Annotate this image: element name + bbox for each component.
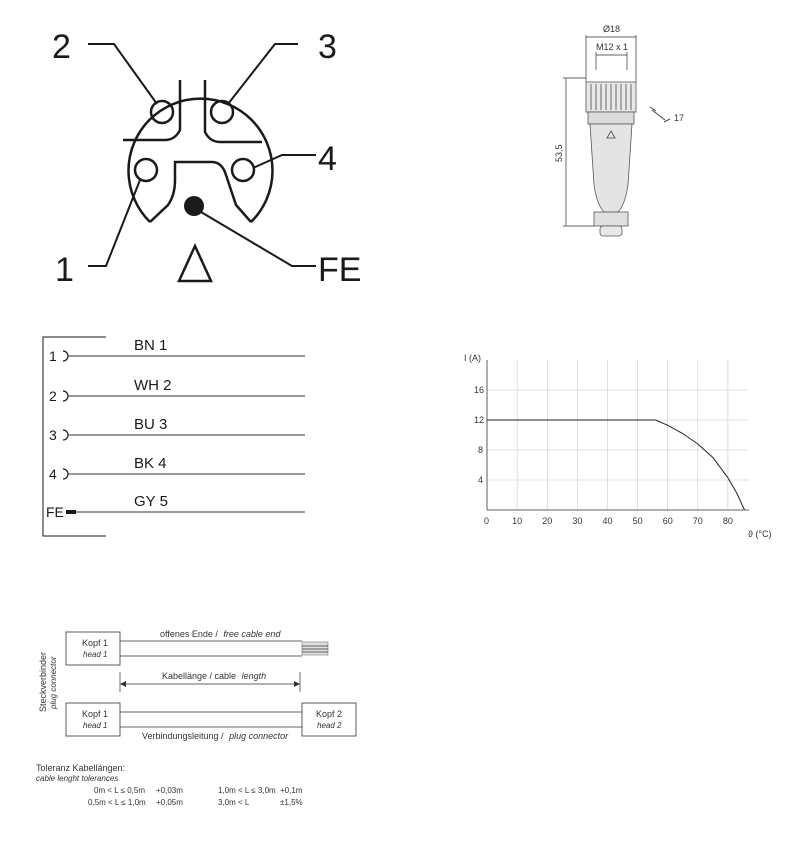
cable-length-label [162, 671, 266, 681]
pin-label-3: 3 [318, 28, 337, 66]
chart-x-tick-label: 80 [722, 516, 733, 526]
pin-1-socket [135, 159, 157, 181]
chart-xlabel: ϑ (°C) [748, 529, 772, 539]
coding-triangle [179, 246, 211, 281]
wire-color-label: WH 2 [134, 377, 172, 394]
chart-x-tick-label: 70 [692, 516, 703, 526]
leader-line-pin-fe [201, 212, 316, 266]
cable-outlet [600, 226, 622, 236]
pin-4-socket [232, 159, 254, 181]
head1-en-label-bottom: head 1 [83, 721, 108, 730]
chart-x-tick-label: 20 [542, 516, 553, 526]
free-end-label-de: offenes Ende / [160, 629, 218, 639]
pin-3-socket [211, 101, 233, 123]
head2-box [302, 703, 356, 736]
fe-contact-bar [66, 510, 76, 514]
wire-pin-label: 1 [49, 348, 57, 364]
tolerance-title: Toleranz Kabellängen: [36, 763, 126, 773]
free-cable-end-wires [302, 642, 328, 655]
wire-color-label: BK 4 [134, 455, 167, 472]
cable-length-label-de: Kabellänge / cable [162, 671, 237, 681]
tolerance-table [36, 763, 303, 807]
pin-label-1: 1 [55, 251, 74, 289]
head1-box-top [66, 632, 120, 665]
tolerance-range: 1,0m < L ≤ 3,0m [218, 786, 276, 795]
chart-x-tick-label: 30 [572, 516, 583, 526]
chart-x-tick-label: 10 [512, 516, 523, 526]
head1-en-label-top: head 1 [83, 650, 108, 659]
diameter-label: Ø18 [603, 24, 621, 34]
chart-y-tick-label: 8 [478, 445, 484, 455]
pinout-diagram [52, 28, 361, 289]
pin-label-4: 4 [318, 140, 337, 178]
wrench-flat [588, 112, 634, 124]
pin-label-fe: FE [318, 251, 362, 289]
wrench-size-label: 17 [674, 113, 685, 123]
head1-label-bottom: Kopf 1 [82, 709, 109, 719]
connector-body [590, 124, 632, 212]
chart-x-tick-label: 50 [632, 516, 643, 526]
chart-y-tick-label: 4 [478, 475, 484, 485]
free-end-label [160, 629, 281, 639]
thread-label: M12 x 1 [596, 42, 629, 52]
wire-pin-label: 2 [49, 388, 57, 404]
leader-line-pin2 [88, 44, 157, 104]
tolerance-value: +0,1m [280, 786, 303, 795]
pin-label-2: 2 [52, 28, 71, 66]
tolerance-value: +0,03m [156, 786, 183, 795]
length-label: 53,5 [554, 144, 564, 162]
tolerance-value: +0,05m [156, 798, 183, 807]
wiring-diagram [43, 337, 305, 536]
head1-label-top: Kopf 1 [82, 638, 109, 648]
derating-curve [487, 420, 745, 510]
connector-dimension-drawing [554, 24, 684, 236]
cable-length-diagram [38, 629, 356, 741]
head2-label: Kopf 2 [316, 709, 343, 719]
head1-box-bottom [66, 703, 120, 736]
free-end-label-en: free cable end [223, 629, 281, 639]
wire-color-label: GY 5 [134, 493, 168, 510]
wire-color-label: BU 3 [134, 416, 168, 433]
cable-strain-relief [594, 212, 628, 226]
wrench-icon [650, 107, 670, 122]
cable-length-label-en: length [241, 671, 267, 681]
head2-en-label: head 2 [317, 721, 342, 730]
tolerance-value: ±1,5% [280, 798, 303, 807]
side-label-en: plug connector [49, 656, 58, 709]
wire-pin-label: 4 [49, 466, 57, 482]
chart-x-tick-label: 0 [484, 516, 490, 526]
wire-color-label: BN 1 [134, 337, 168, 354]
plug-connector-label-de: Verbindungsleitung / [142, 731, 224, 741]
wire-pin-label: 3 [49, 427, 57, 443]
plug-connector-label [142, 731, 289, 741]
chart-x-tick-label: 60 [662, 516, 673, 526]
wire-pin-label: FE [46, 504, 64, 520]
chart-y-tick-label: 16 [474, 385, 485, 395]
pin-2-socket [151, 101, 173, 123]
tolerance-range: 3,0m < L [218, 798, 250, 807]
tolerance-range: 0m < L ≤ 0,5m [94, 786, 146, 795]
socket-contact-icon [63, 391, 68, 401]
leader-line-pin3 [228, 44, 298, 104]
chart-x-tick-label: 40 [602, 516, 613, 526]
chart-y-tick-label: 12 [474, 415, 485, 425]
tolerance-range: 0,5m < L ≤ 1,0m [88, 798, 146, 807]
side-label-de: Steckverbinder [38, 651, 48, 712]
socket-contact-icon [63, 351, 68, 361]
plug-connector-label-en: plug connector [229, 731, 289, 741]
socket-contact-icon [63, 469, 68, 479]
leader-line-pin4 [253, 155, 316, 168]
socket-contact-icon [63, 430, 68, 440]
tolerance-subtitle: cable lenght tolerances [36, 774, 119, 783]
derating-chart [464, 353, 772, 539]
chart-ylabel: I (A) [464, 353, 481, 363]
